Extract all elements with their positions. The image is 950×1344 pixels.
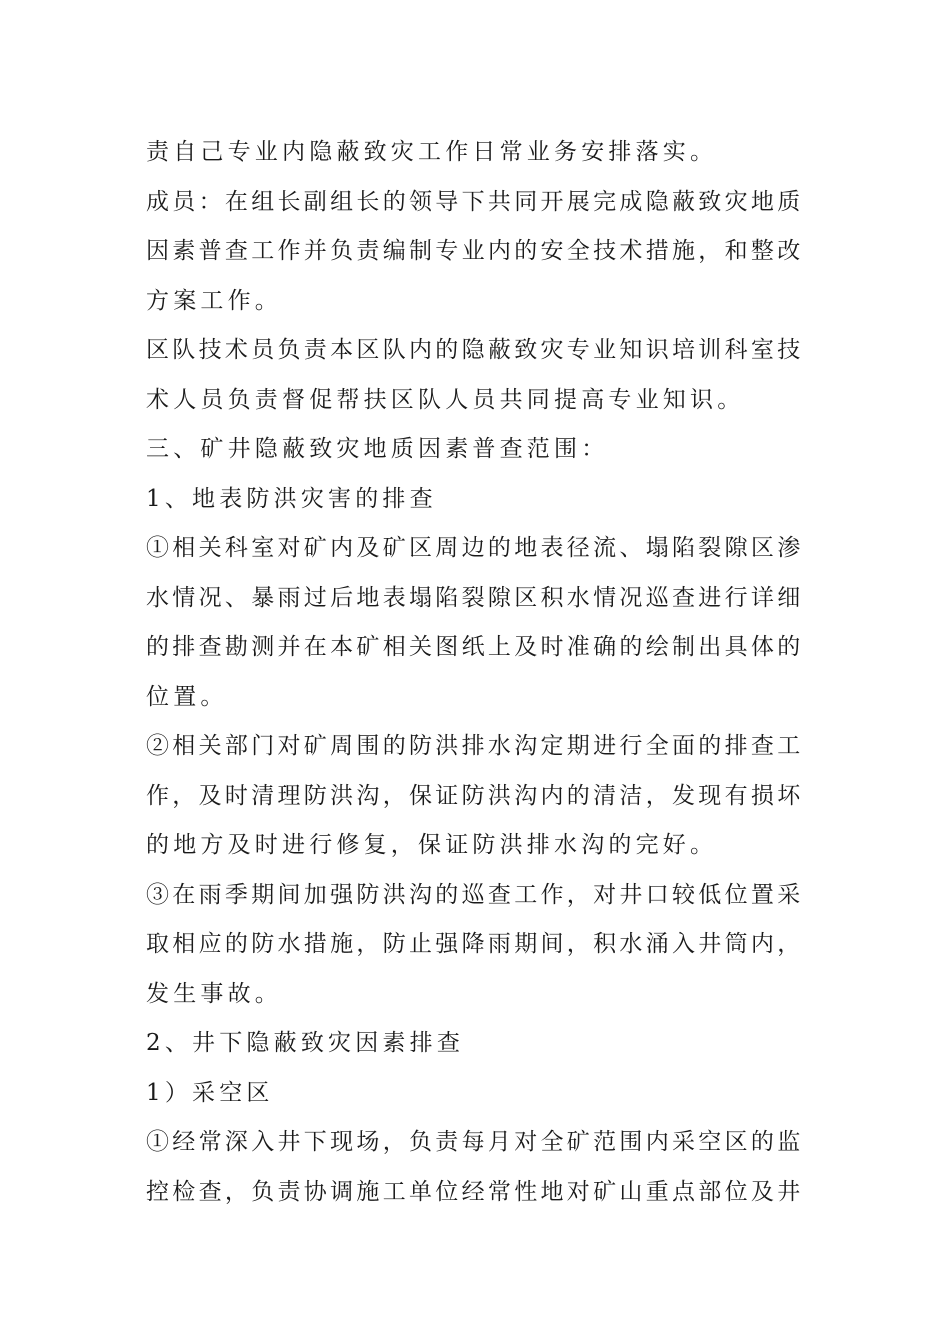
text-line: ③在雨季期间加强防洪沟的巡查工作，对井口较低位置采: [146, 881, 804, 908]
subsection-heading: 1、地表防洪灾害的排查: [146, 485, 437, 512]
text-line: 作，及时清理防洪沟，保证防洪沟内的清洁，发现有损坏: [146, 782, 804, 809]
section-heading: 三、矿井隐蔽致灾地质因素普查范围：: [146, 436, 609, 462]
text-line: ②相关部门对矿周围的防洪排水沟定期进行全面的排查工: [146, 733, 804, 759]
text-line: 术人员负责督促帮扶区队人员共同提高专业知识。: [146, 386, 745, 413]
text-line: ①经常深入井下现场，负责每月对全矿范围内采空区的监: [146, 1129, 804, 1155]
subsection-heading: 2、井下隐蔽致灾因素排查: [146, 1030, 465, 1056]
text-line: 因素普查工作并负责编制专业内的安全技术措施，和整改: [146, 238, 804, 264]
text-line: ①相关科室对矿内及矿区周边的地表径流、塌陷裂隙区渗: [146, 535, 804, 561]
text-line: 方案工作。: [146, 287, 282, 314]
list-heading: 1）采空区: [146, 1079, 274, 1106]
text-line: 区队技术员负责本区队内的隐蔽致灾专业知识培训科室技: [146, 337, 804, 363]
text-line: 取相应的防水措施，防止强降雨期间，积水涌入井筒内，: [146, 931, 804, 957]
text-line: 责自己专业内隐蔽致灾工作日常业务安排落实。: [146, 139, 718, 165]
text-line: 发生事故。: [146, 980, 282, 1007]
text-line: 的排查勘测并在本矿相关图纸上及时准确的绘制出具体的: [146, 634, 804, 660]
text-line: 成员：在组长副组长的领导下共同开展完成隐蔽致灾地质: [146, 188, 804, 215]
text-line: 控检查，负责协调施工单位经常性地对矿山重点部位及井: [146, 1178, 804, 1205]
text-line: 水情况、暴雨过后地表塌陷裂隙区积水情况巡查进行详细: [146, 584, 804, 611]
document-body: [146, 128, 806, 1217]
text-line: 位置。: [146, 683, 228, 710]
text-line: 的地方及时进行修复，保证防洪排水沟的完好。: [146, 832, 718, 858]
